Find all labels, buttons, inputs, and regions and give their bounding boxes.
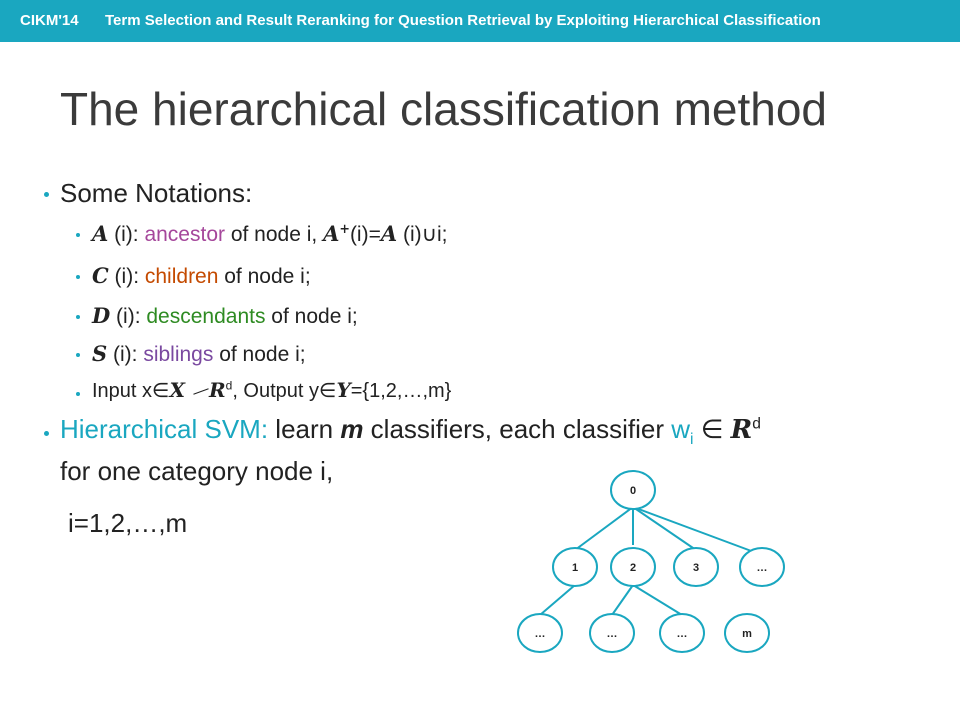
subset-glyph [193,389,208,395]
node-label: 0 [629,485,637,497]
bullet-dot [44,192,49,197]
hsvm-line2: for one category node i, [60,456,334,486]
notations-heading: Some Notations: [60,178,253,208]
node-label: … [606,628,618,640]
hsvm-line3: i=1,2,…,m [68,508,188,538]
edge [633,585,682,615]
node-label: 1 [571,562,579,574]
edge [633,507,754,552]
bullet-dot [76,315,80,319]
node-label: … [756,562,768,574]
node-label: m [742,628,752,640]
notation-ancestor: A (i): ancestor of node i, A+(i)=A (i)∪i; [92,221,448,246]
notation-siblings: S (i): siblings of node i; [92,341,306,366]
bullet-dot [76,353,80,357]
paper-title: Term Selection and Result Reranking for Question Retrieval by Exploiting Hierarchical Classification [105,12,821,29]
edge [575,507,633,550]
bullet-dot [76,392,80,396]
node-label: … [534,628,546,640]
bullet-dot [44,431,49,436]
slide-title: The hierarchical classification method [60,83,828,135]
bullet-dot [76,275,80,279]
edge [540,585,575,615]
notation-children: C (i): children of node i; [92,263,311,288]
notation-descendants: D (i): descendants of node i; [92,303,358,328]
conference-label: CIKM'14 [20,12,79,29]
hsvm-line1: Hierarchical SVM: learn m classifiers, each classifier $w_i$ ∈ $R^d$ [60,414,761,449]
node-label: … [676,628,688,640]
edge [612,585,633,615]
bullet-dot [76,233,80,237]
notation-input-output: Input x∈X $R^d$, Output y∈Y={1,2,…,m} [92,378,452,402]
edge [633,507,696,550]
node-label: 2 [629,562,637,574]
hierarchy-tree [500,460,800,670]
node-label: 3 [692,562,700,574]
header-bar [0,0,960,42]
